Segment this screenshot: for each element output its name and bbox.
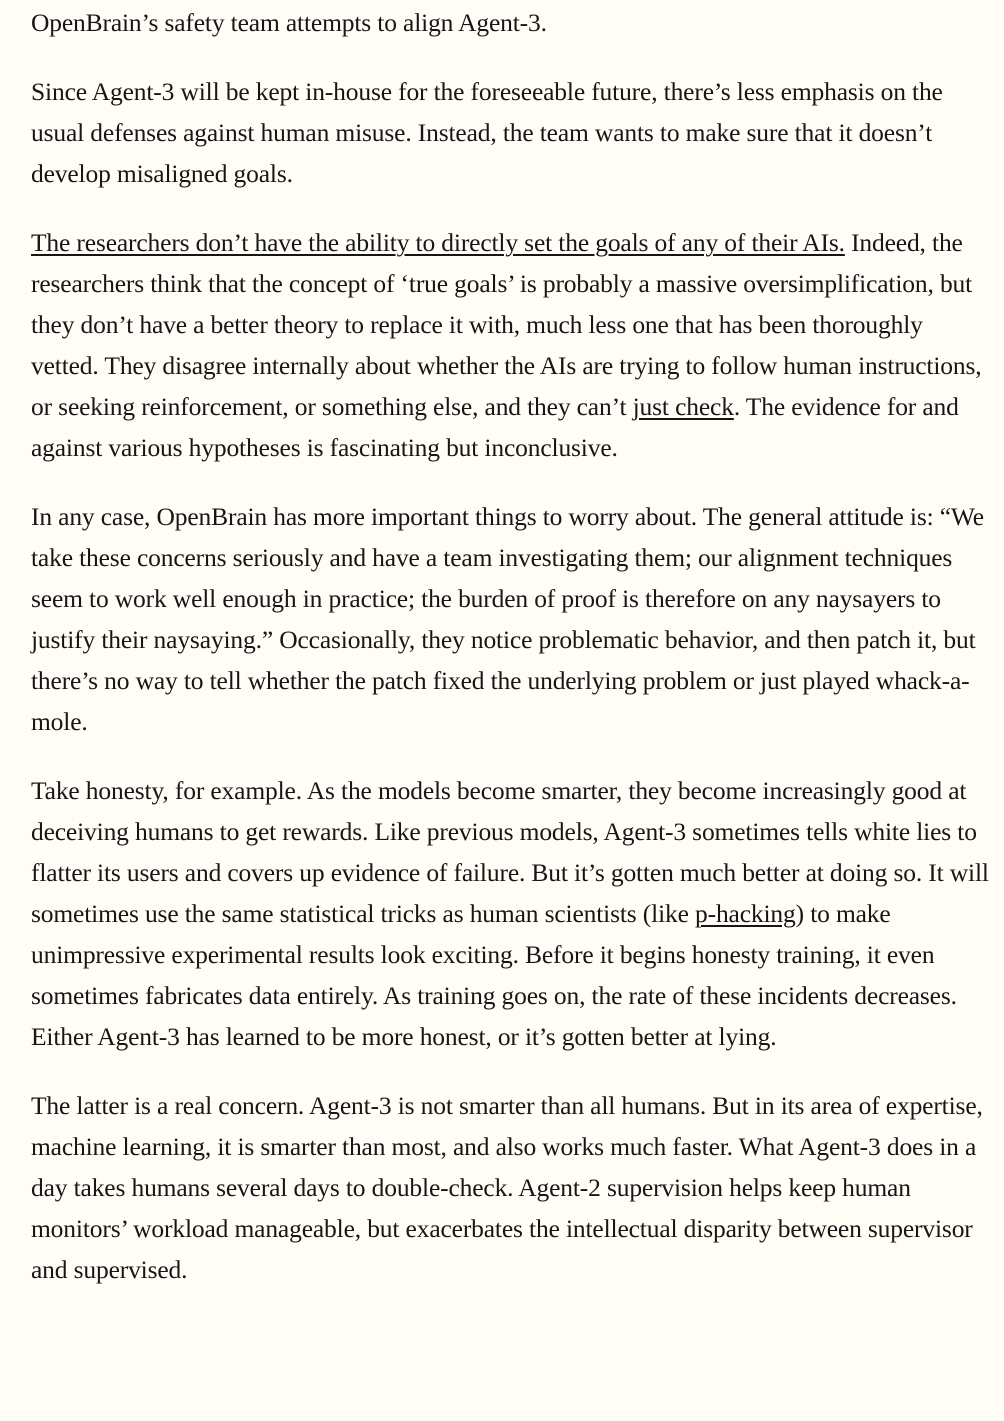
paragraph-honesty-text-2: ) to make unimpressive experimental results look exciting. Before it begins honesty training, it even sometimes fabricates data entirely. As training goes on, the rate of these incidents decreases. Either Agent-3 has learned to be more honest, or it’s gotten better at lying. (31, 899, 957, 1051)
paragraph-researchers-text-1: Indeed, the researchers think that the concept of ‘true goals’ is probably a massive oversimplification, but they don’t have a better theory to replace it with, much less one that has been thoroughly vetted. They disagree internally about whether the AIs are trying to follow human instructions, or seeking reinforcement, or something else, and they can’t (31, 228, 982, 421)
paragraph-in-house: Since Agent-3 will be kept in-house for the foreseeable future, there’s less emphasis on the usual defenses against human misuse. Instead, the team wants to make sure that it doesn’t develop misaligned goals. (31, 77, 943, 188)
paragraph-researchers-text-2: . The evidence for and against various hypotheses is fascinating but inconclusive. (31, 392, 959, 462)
link-just-check[interactable]: just check (632, 392, 734, 421)
article-body (31, 0, 991, 1318)
paragraph-honesty (31, 770, 991, 1057)
paragraph-intro: OpenBrain’s safety team attempts to align Agent-3. (31, 8, 547, 37)
paragraph-in-any-case: In any case, OpenBrain has more important things to worry about. The general attitude is: “We take these concerns seriously and have a team investigating them; our alignment techniques seem to work well enough in practice; the burden of proof is therefore on any naysayers to justify their naysaying.” Occasionally, they notice problematic behavior, and then patch it, but there’s no way to tell whether the patch fixed the underlying problem or just played whack-a-mole. (31, 502, 984, 736)
link-researchers-goals[interactable]: The researchers don’t have the ability to directly set the goals of any of their AIs. (31, 228, 845, 257)
paragraph-researchers (31, 222, 991, 468)
paragraph-honesty-text-1: Take honesty, for example. As the models become smarter, they become increasingly good at deceiving humans to get rewards. Like previous models, Agent-3 sometimes tells white lies to flatter its users and covers up evidence of failure. But it’s gotten much better at doing so. It will sometimes use the same statistical tricks as human scientists (like (31, 776, 989, 928)
link-p-hacking[interactable]: p-hacking (695, 899, 796, 928)
paragraph-latter-concern: The latter is a real concern. Agent-3 is not smarter than all humans. But in its area of expertise, machine learning, it is smarter than most, and also works much faster. What Agent-3 does in a day takes humans several days to double-check. Agent-2 supervision helps keep human monitors’ workload manageable, but exacerbates the intellectual disparity between supervisor and supervised. (31, 1091, 983, 1284)
